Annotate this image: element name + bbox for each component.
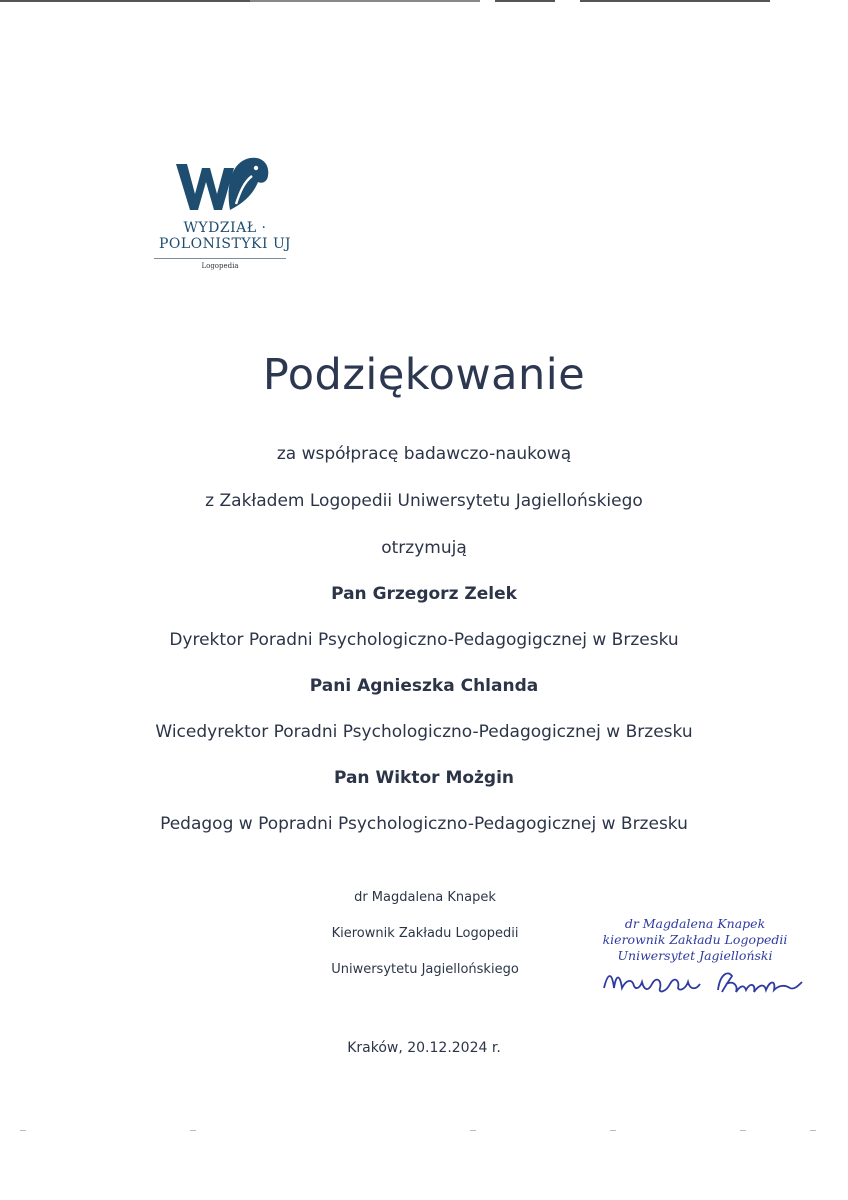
recipient-role: Pedagog w Popradni Psychologiczno-Pedagogicznej w Brzesku <box>160 814 688 834</box>
stamp-line-3: Uniwersytet Jagielloński <box>617 948 773 963</box>
issue-date: Kraków, 20.12.2024 r. <box>347 1040 501 1056</box>
bird-logo-icon <box>172 148 272 218</box>
faculty-logo <box>150 148 300 278</box>
page-title: Podziękowanie <box>262 350 586 400</box>
logo-line-1: WYDZIAŁ · <box>183 220 267 236</box>
scan-top-edge <box>0 0 848 3</box>
recipient-name: Pan Wiktor Możgin <box>333 768 515 788</box>
intro-line-2: z Zakładem Logopedii Uniwersytetu Jagiellońskiego <box>205 491 643 511</box>
signatory-institution: Uniwersytetu Jagiellońskiego <box>331 962 519 977</box>
recipient-name: Pan Grzegorz Zelek <box>331 584 517 604</box>
scan-bottom-marks <box>0 1130 848 1134</box>
intro-line-1: za współpracę badawczo-naukową <box>276 444 572 464</box>
intro-line-3: otrzymują <box>381 538 467 558</box>
recipient-role: Dyrektor Poradni Psychologiczno-Pedagogigcznej w Brzesku <box>169 630 679 650</box>
signatory-title: Kierownik Zakładu Logopedii <box>331 926 519 941</box>
handwritten-signature <box>600 962 810 1006</box>
signatory-name: dr Magdalena Knapek <box>354 890 496 905</box>
stamp-line-2: kierownik Zakładu Logopedii <box>602 932 788 947</box>
logo-subtitle: Logopedia <box>201 262 239 270</box>
logo-divider <box>154 258 286 259</box>
logo-line-2: POLONISTYKI UJ <box>158 236 292 252</box>
recipient-name: Pani Agnieszka Chlanda <box>309 676 539 696</box>
recipient-role: Wicedyrektor Poradni Psychologiczno-Pedagogicznej w Brzesku <box>155 722 693 742</box>
official-stamp <box>585 916 805 964</box>
stamp-line-1: dr Magdalena Knapek <box>624 916 766 931</box>
